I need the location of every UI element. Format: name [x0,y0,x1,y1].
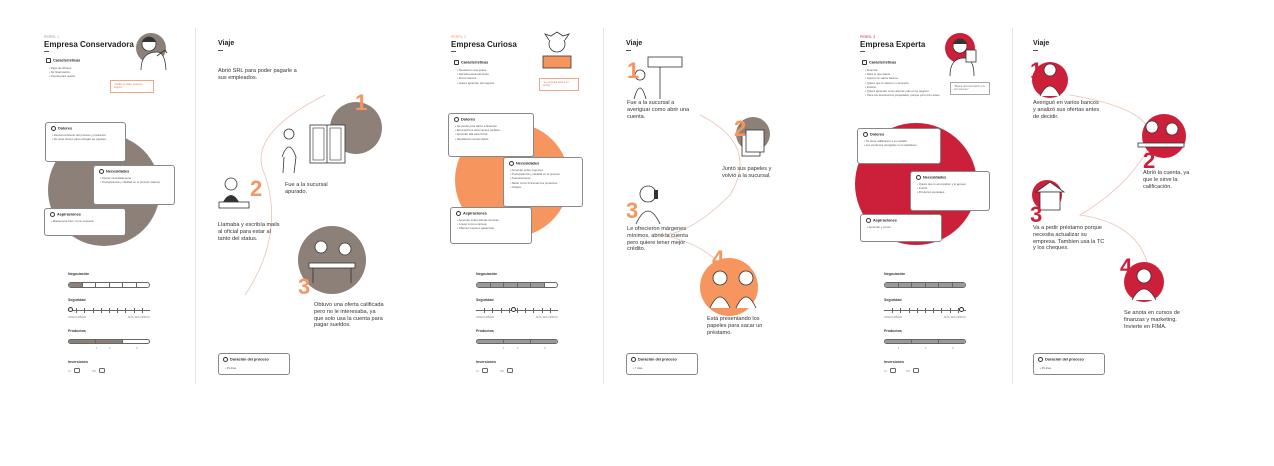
list-item: • Necesita la cuenta rápido. [455,136,490,141]
persona3-illustration [942,32,982,78]
investments-si: SI [476,370,479,373]
list-item: • Quiere que lo acompañen y lo apoyen. [917,182,967,186]
list-item: • Necesita lo que quiere. [457,68,488,72]
persona2-quote: “Le consulta todo a un amigo.” [539,78,579,91]
persona3-label: PERFIL 3 [860,35,876,39]
list-item: • No tiene calificación a su medida. [864,139,908,143]
title-underline [451,51,456,52]
typing-person-illustration [215,174,255,214]
persona1-needs-card: Necesidades • Operar inmediatamente. • Transparencia y claridad en el proceso (status). [93,165,175,205]
security-low: INSEGURIDAD [68,316,87,319]
persona3-needs-card: Necesidades • Quiere que lo acompañen y lo apoyen. • Invertir. • Productos puntuales. [910,171,990,211]
list-item: • No tiene tiempo para entregar los papeles. [52,137,107,142]
list-item: • Invertir. [917,186,928,191]
cloud-icon [454,117,459,122]
persona2-label: PERFIL 2 [451,35,467,39]
step-text: Fue a la sucursal apurado. [285,182,328,195]
journey3-title: Viaje [1033,40,1050,47]
step-text: Obtuvo una oferta calificada pero no le interesaba, ya que solo usa la cuenta para pagar sueldos. [314,302,384,329]
negotiation-bar [476,282,558,288]
investments-no: NO [92,370,96,373]
list-item: • Sabe lo que quiere. [865,72,892,77]
step-text: Fue a la sucursal a averiguar como abrir una cuenta. [627,100,690,120]
star-icon [50,212,55,217]
list-item: • Obtener mayores ganancias. [457,226,495,231]
document-icon [46,58,51,63]
list-item: • Quiere aprender como ahorrar más en su negocio. [865,88,930,93]
desk-illustration [303,233,361,285]
step-text: Se anota en cursos de finanzas y marketing. Invierte en FIMA. [1124,310,1180,330]
step-text: Llamaba y escribía mails al oficial para estar al tanto del status. [218,222,280,242]
target-icon [916,175,921,180]
persona3-pains-card: Dolores • No tiene calificación a su medida. • Los productos otorgados no lo satisfacen. [857,128,941,164]
target-icon [509,161,514,166]
step-number: 4 [1120,254,1133,279]
persona3-name: Empresa Experta [860,40,926,49]
step-number: 1 [1030,58,1043,83]
security-high: MÁS SEGURIDAD [536,316,558,319]
clock-icon [223,357,228,362]
title-underline [44,51,49,52]
negotiation-label: Negociación [68,272,90,276]
products-mark: 1 [503,347,505,350]
list-item: • No puede para darse a financiar. [455,124,498,128]
investments-no-box [99,368,105,373]
investments-label: Inversiones [476,360,496,364]
column-divider [1012,28,1013,384]
step-text: Está presentando los papeles para sacar un préstamo. [707,316,763,336]
negotiation-bar [884,282,966,288]
persona3-duration-card: Duración del proceso • 25 días. [1033,353,1105,375]
step-number: 2 [250,176,263,201]
security-high: MÁS SEGURIDAD [128,316,150,319]
door-illustration [305,120,350,165]
negotiation-label: Negociación [884,272,906,276]
list-item: • Desconocimiento del proceso y productos. [52,133,107,137]
step-number: 3 [1030,202,1043,227]
document-icon [454,60,459,65]
list-item: • Quiere aprender del negocio. [457,80,495,85]
persona1-quote: “Cuida su plata, busca lo seguro.” [110,80,154,93]
products-bar [476,339,558,344]
step-number: 1 [355,90,368,115]
target-icon [99,169,104,174]
products-label: Productos [884,329,902,333]
list-item: • Pocos bancos. [457,76,478,81]
persona3-quote: “Buena documentación por otro bancos.” [950,82,990,95]
list-item: • Necesita asesoramiento. [457,72,490,77]
persona1-characteristics: Características • Pago de tributos. • No financiación. • Cuenta para operar. [46,58,116,79]
list-item: • Chateá. [510,184,522,189]
step-text: Va a pedir préstamo porque necesita actualizar su empresa. Tambien usa la TC y los cheques. [1033,225,1105,252]
step-text: Juntó sus papeles y volvió a la sucursal. [722,166,772,179]
security-label: Seguridad [68,298,86,302]
persona2-duration-card: Duración del proceso • 7 días. [626,353,698,375]
list-item: • Encontrar los documentos pedidos. [455,128,501,133]
list-item: • Operar inmediatamente. [100,176,132,180]
clock-icon [631,357,636,362]
title-underline [860,51,865,52]
negotiation-bar [68,282,150,288]
step-text: Abrió la cuenta, ya que le sirve la calificación. [1143,170,1190,190]
products-mark: 3 [136,347,138,350]
person-illustration [278,125,300,175]
list-item: • Invierte. [865,84,877,89]
investments-no-box [507,368,513,373]
investments-si: SI [884,370,887,373]
title-underline [218,50,223,51]
products-bar [68,339,150,344]
security-low: INSEGURIDAD [884,316,903,319]
persona2-pains-card: Dolores • No puede para darse a financiar. • Encontrar los documentos pedidos. • Aprender ella para firmar. • Necesita la cuenta rápido. [448,113,534,157]
step-number: 4 [712,246,725,271]
products-mark: 3 [544,347,546,350]
persona1-duration-card: Duración del proceso • 15 días. [218,353,290,375]
list-item: • Opera con varios bancos. [865,76,899,81]
list-item: • Aprender sobre últimas técnicas. [457,218,500,222]
step-number: 2 [1143,148,1156,173]
column-divider [603,28,604,384]
persona2-name: Empresa Curiosa [451,40,517,49]
list-item: • Cuenta para operar. [49,74,76,79]
products-mark: 2 [925,347,927,350]
products-mark: 3 [952,347,954,350]
clock-icon [1038,357,1043,362]
persona1-aspirations-card: Aspiraciones • Mantenerse bien, como empieza. [44,208,126,236]
list-item: • Pago de tributos. [49,66,72,70]
document-icon [862,60,867,65]
negotiation-label: Negociación [476,272,498,276]
star-icon [456,211,461,216]
cloud-icon [863,132,868,137]
investments-no-box [913,368,919,373]
investments-label: Inversiones [68,360,88,364]
security-low: INSEGURIDAD [476,316,495,319]
investments-si: SI [68,370,71,373]
investments-no: NO [906,370,910,373]
step-number: 3 [298,274,311,299]
persona2-aspirations-card: Aspiraciones • Aprender sobre últimas técnicas. • Crecer como empresa. • Obtener mayores ganancias. [450,207,532,244]
persona1-illustration [132,30,172,75]
journey1-title: Viaje [218,40,235,47]
step-number: 1 [627,58,640,83]
column-divider [195,28,196,384]
security-label: Seguridad [476,298,494,302]
list-item: • Crecer como empresa. [457,222,488,227]
products-bar [884,339,966,344]
list-item: • Financia. [865,68,879,72]
products-mark: 2 [109,347,111,350]
security-scale [476,307,558,313]
list-item: • Mantenerse bien, como empieza. [51,219,95,223]
list-item: • Aprender ella para firmar. [455,132,489,137]
products-label: Productos [68,329,86,333]
list-item: • Transparencia y claridad en el proceso (status). [100,180,161,185]
journey2-title: Viaje [626,40,643,47]
investments-si-box [74,368,80,373]
title-underline [626,50,631,51]
persona2-illustration [535,30,580,72]
investments-label: Inversiones [884,360,904,364]
security-label: Seguridad [884,298,902,302]
desk-illustration [1130,115,1196,161]
list-item: • Productos puntuales. [917,190,946,195]
list-item: • Aprender sobre negocios. [510,168,544,172]
list-item: • Los productos otorgados no lo satisfacen. [864,143,918,148]
list-item: • Quiere que lo valoren y conocerlo. [865,80,910,85]
step-number: 2 [734,116,747,141]
products-label: Productos [476,329,494,333]
list-item: • No financiación. [49,70,71,75]
persona3-characteristics: Características • Financia. • Sabe lo que quiere. • Opera con varios bancos. • Quiere que lo valoren y conocerlo. • Invierte. • Quiere aprender como ahorrar más en su negocio. • Tiene los documentos preparados, porque ya lo hizo antes. [862,60,942,97]
step-text: Averiguó en varios bancos y analizó sus ofertas antes de decidir. [1033,100,1100,120]
persona1-label: PERFIL 1 [44,35,60,39]
step-number: 3 [626,198,639,223]
list-item: • Transparencia y claridad en el proceso. [510,172,561,177]
step-text: Le ofrecieron márgenes mínimos, abrió la cuenta pero quiere tener mejor crédito. [627,226,688,253]
products-mark: 1 [898,347,900,350]
list-item: • Saber cómo funcionan los productos. [510,180,558,185]
investments-no: NO [500,370,504,373]
title-underline [1033,50,1038,51]
list-item: • Asesoramiento. [510,176,532,181]
persona1-name: Empresa Conservadora [44,40,134,49]
persona2-characteristics: Características • Necesita lo que quiere. • Necesita asesoramiento. • Pocos bancos. • Quiere aprender del negocio. [454,60,534,85]
list-item: • Aprender y crecer. [867,225,892,229]
persona3-aspirations-card: Aspiraciones • Aprender y crecer. [860,214,942,242]
security-high: MÁS SEGURIDAD [944,316,966,319]
products-mark: 2 [517,347,519,350]
meeting-illustration [700,262,766,310]
star-icon [866,218,871,223]
products-mark: 1 [96,347,98,350]
cloud-icon [51,126,56,131]
investments-si-box [890,368,896,373]
security-scale [884,307,966,313]
investments-si-box [482,368,488,373]
step-text: Abrió SRL para poder pagarle a sus empleados. [218,68,297,81]
persona2-needs-card: Necesidades • Aprender sobre negocios. • Transparencia y claridad en el proceso. • Asesoramiento. • Saber cómo funcionan los productos. • Chateá. [503,157,583,207]
security-scale [68,307,150,313]
list-item: • Tiene los documentos preparados, porque ya lo hizo antes. [865,93,941,98]
persona1-pains-card: Dolores • Desconocimiento del proceso y productos. • No tiene tiempo para entregar los papeles. [45,122,126,162]
